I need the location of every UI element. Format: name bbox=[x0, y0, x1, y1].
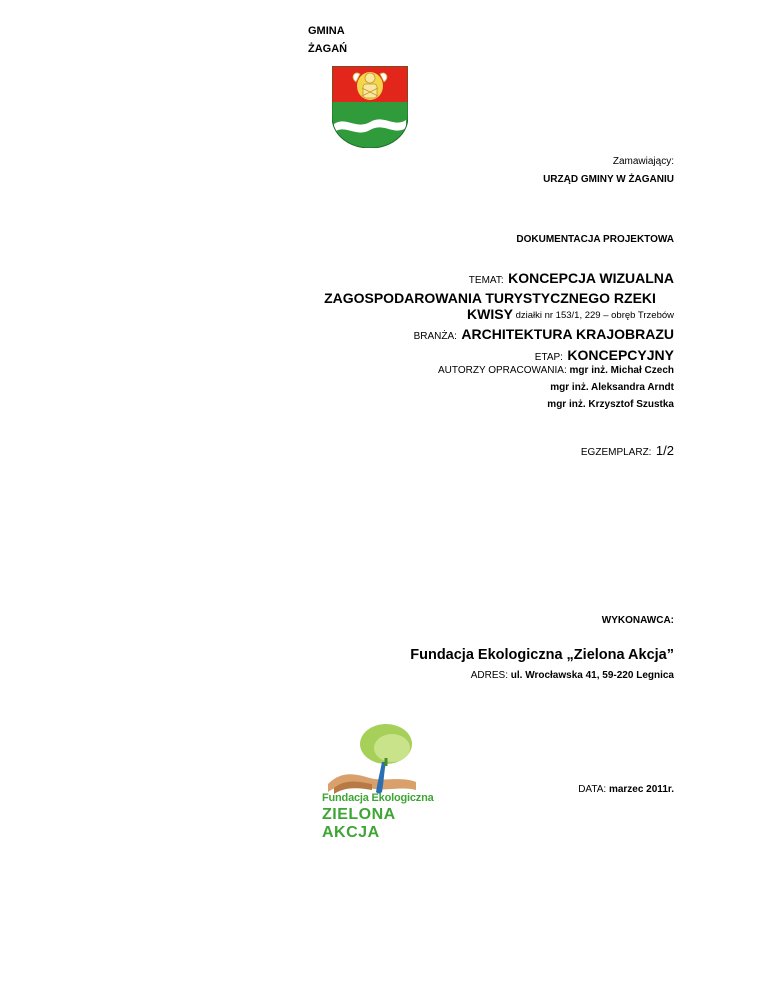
municipality-line1: GMINA bbox=[308, 25, 345, 37]
topic-line1 bbox=[469, 270, 674, 288]
topic-line2: ZAGOSPODAROWANIA TURYSTYCZNEGO RZEKI KWISY bbox=[324, 290, 656, 322]
client-name: URZĄD GMINY W ŻAGANIU bbox=[543, 174, 674, 185]
copy-value: 1/2 bbox=[655, 443, 674, 458]
stage-label: ETAP: bbox=[534, 352, 563, 363]
stage-value: KONCEPCYJNY bbox=[567, 347, 674, 363]
topic-value: KONCEPCJA WIZUALNA bbox=[508, 270, 674, 286]
branch-label: BRANŻA: bbox=[413, 331, 457, 342]
client-block bbox=[543, 153, 674, 189]
address-label: ADRES: bbox=[470, 670, 508, 681]
branch-line bbox=[414, 326, 674, 344]
author-1: mgr inż. Michał Czech bbox=[569, 365, 674, 376]
topic-label: TEMAT: bbox=[468, 275, 504, 286]
plots-info: działki nr 153/1, 229 – obręb Trzebów bbox=[515, 310, 674, 321]
date-line bbox=[578, 784, 674, 795]
author-2: mgr inż. Aleksandra Arndt bbox=[550, 382, 674, 393]
stage-line bbox=[535, 347, 674, 365]
copy-label: EGZEMPLARZ: bbox=[580, 447, 652, 458]
author-3: mgr inż. Krzysztof Szustka bbox=[547, 399, 674, 410]
client-label: Zamawiający: bbox=[612, 156, 674, 167]
contractor-name: Fundacja Ekologiczna „Zielona Akcja” bbox=[410, 647, 674, 663]
authors-line bbox=[438, 365, 674, 376]
logo-text-line2: ZIELONA AKCJA bbox=[322, 806, 396, 841]
document-type: DOKUMENTACJA PROJEKTOWA bbox=[516, 234, 674, 245]
municipality-crest-icon bbox=[332, 66, 408, 148]
municipality-heading bbox=[308, 22, 428, 58]
municipality-line2: ŻAGAŃ bbox=[308, 43, 348, 55]
authors-label: AUTORZY OPRACOWANIA: bbox=[438, 365, 567, 376]
date-value: marzec 2011r. bbox=[608, 784, 674, 795]
date-label: DATA: bbox=[578, 784, 607, 795]
address-value: ul. Wrocławska 41, 59-220 Legnica bbox=[510, 670, 674, 681]
copy-line bbox=[581, 442, 674, 460]
branch-value: ARCHITEKTURA KRAJOBRAZU bbox=[461, 326, 674, 342]
contractor-label: WYKONAWCA: bbox=[601, 615, 674, 626]
contractor-address bbox=[471, 670, 674, 681]
logo-text-line1: Fundacja Ekologiczna bbox=[322, 792, 434, 804]
